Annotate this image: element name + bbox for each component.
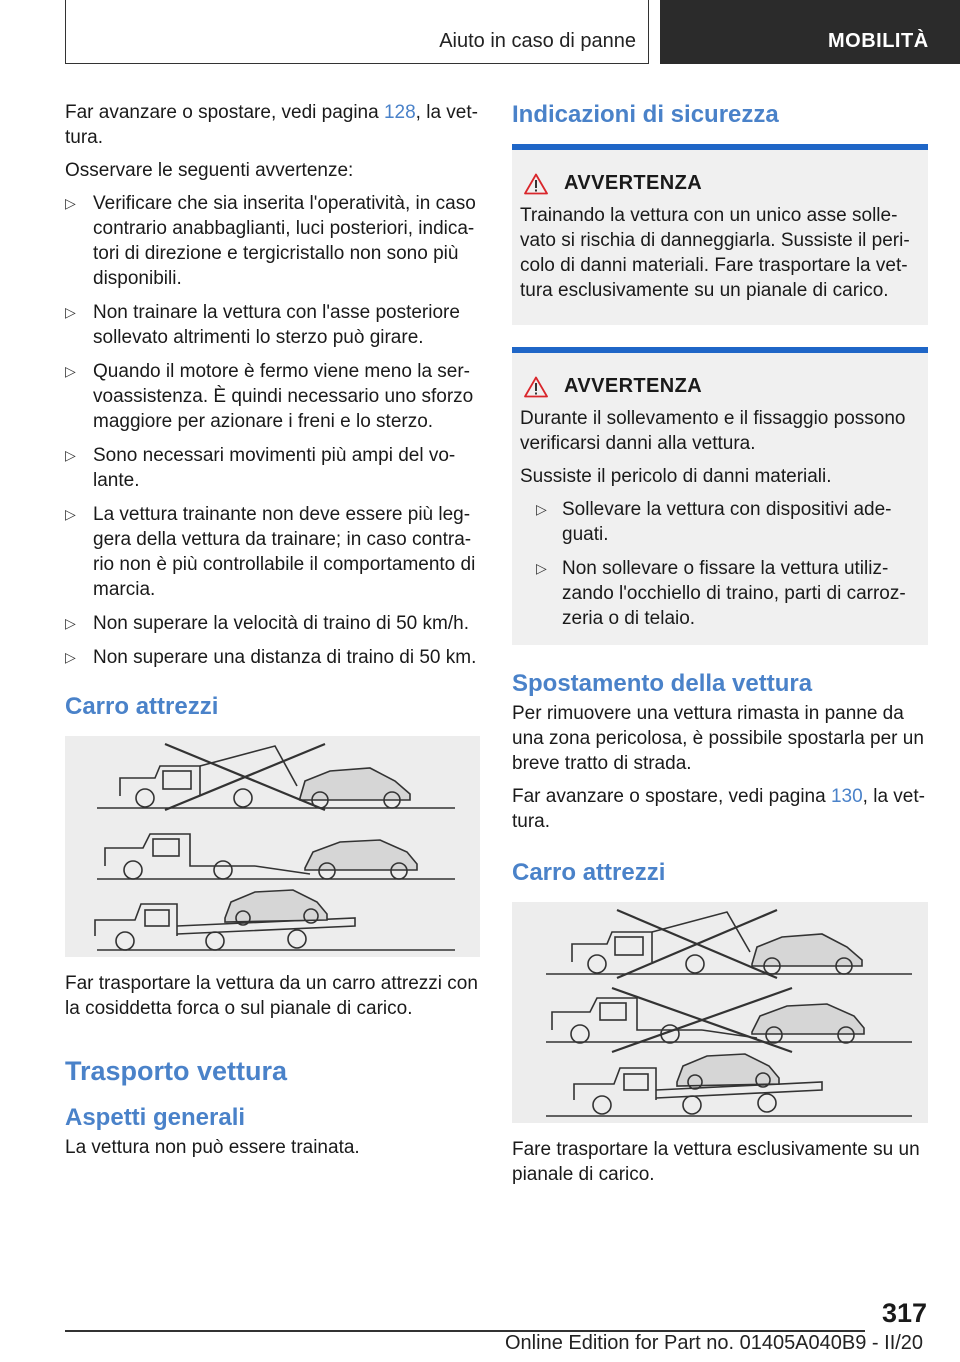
list-item [520,556,920,631]
paragraph-spostamento: Per rimuovere una vettura rimasta in panne da una zona pericolosa, è possibile spostarla per un breve tratto di strada. [512,703,924,774]
paragraph-aspetti: La vettura non può essere trainata. [65,1137,360,1158]
warning-list [520,497,920,631]
triangle-bullet-icon: ▷ [65,649,76,665]
text-fragment: , la vet‐ tura. [65,102,478,148]
list-item-text: Non trainare la vettura con l'asse posteriore sollevato altrimenti lo sterzo può girare. [93,302,460,348]
triangle-bullet-icon: ▷ [65,195,76,211]
list-item-text: Sono necessari movimenti più ampi del vo‐ lante. [93,445,456,491]
heading-carro-attrezzi: Carro attrezzi [65,693,219,720]
tow-truck-illustration [65,736,480,957]
list-item-text: Non superare la velocità di traino di 50 km/h. [93,613,469,634]
triangle-bullet-icon: ▷ [65,304,76,320]
heading-trasporto-vettura: Trasporto vettura [65,1056,288,1086]
heading-spostamento: Spostamento della vettura [512,670,813,697]
heading-aspetti-generali: Aspetti generali [65,1104,246,1131]
list-item [65,502,480,602]
text-fragment: Far avanzare o spostare, vedi pagina [512,786,831,807]
list-item [65,300,480,350]
list-item [65,359,480,434]
page-number: 317 [882,1298,928,1328]
warning-list [65,191,480,670]
header-section-box [65,0,649,64]
text-fragment: , la vet‐ tura. [512,786,925,832]
footer-edition: Online Edition for Part no. 01405A040B9 - II/20 [505,1332,924,1354]
list-item-text: Non superare una distanza di traino di 50 km. [93,647,477,668]
warning-title-row [520,375,920,398]
warning-text: Sussiste il pericolo di danni materiali. [520,466,832,487]
list-item [65,191,480,291]
warning-title-row [520,172,920,195]
heading-carro-attrezzi: Carro attrezzi [512,859,666,886]
page-link-128[interactable]: 128 [383,102,416,123]
list-item [65,611,480,636]
warning-box-2 [512,347,928,645]
list-item-text: Sollevare la vettura con dispositivi ade‐ guati. [562,499,892,545]
flatbed-drawing [512,902,928,1123]
caption-tow-truck: Far trasportare la vettura da un carro attrezzi con la cosiddetta forca o sul pianale di carico. [65,973,478,1019]
list-item-text: Non sollevare o fissare la vettura utiliz‐ zando l'occhiello di traino, parti di carroz‐ zeria o di telaio. [562,558,906,629]
triangle-bullet-icon: ▷ [65,363,76,379]
warning-triangle-icon [524,376,548,398]
header-section-title: Aiuto in caso di panne [439,30,636,52]
flatbed-illustration [512,902,928,1123]
left-column [65,100,480,1168]
list-item-text: Verificare che sia inserita l'operatività, in caso contrario anabbaglianti, luci posteriori, indica‐ tori di direzione e tergicristallo non sono più disponibili. [93,193,476,289]
warning-text: Trainando la vettura con un unico asse solle‐ vato si rischia di danneggiarla. Sussiste il peri‐ colo di danni materiali. Fare trasportare la vet‐ tura esclusivamente su un pianale di carico. [520,205,910,301]
paragraph-advance [65,100,480,150]
warning-title: AVVERTENZA [564,375,703,397]
list-item [65,443,480,493]
list-item-text: Quando il motore è fermo viene meno la ser‐ voassistenza. È quindi necessario uno sforzo maggiore per azionare i freni e lo sterzo. [93,361,474,432]
triangle-bullet-icon: ▷ [65,506,76,522]
tow-truck-drawing [65,736,480,957]
triangle-bullet-icon: ▷ [536,560,547,576]
warning-triangle-icon [524,173,548,195]
warning-box-1 [512,144,928,325]
triangle-bullet-icon: ▷ [65,447,76,463]
list-item-text: La vettura trainante non deve essere più leg‐ gera della vettura da trainare; in caso contra‐ rio non è più controllabile il comportamento di marcia. [93,504,476,600]
header-chapter-title: MOBILITÀ [828,30,929,52]
heading-indicazioni-sicurezza: Indicazioni di sicurezza [512,101,779,128]
paragraph-observe: Osservare le seguenti avvertenze: [65,160,354,181]
header-chapter-box [660,0,960,64]
warning-text: Durante il sollevamento e il fissaggio possono verificarsi danni alla vettura. [520,408,906,454]
page-link-130[interactable]: 130 [830,786,863,807]
list-item [65,645,480,670]
paragraph-advance [512,784,928,834]
right-column [512,100,928,1195]
caption-flatbed: Fare trasportare la vettura esclusivamente su un pianale di carico. [512,1139,920,1185]
triangle-bullet-icon: ▷ [536,501,547,517]
warning-title: AVVERTENZA [564,172,703,194]
text-fragment: Far avanzare o spostare, vedi pagina [65,102,384,123]
triangle-bullet-icon: ▷ [65,615,76,631]
list-item [520,497,920,547]
